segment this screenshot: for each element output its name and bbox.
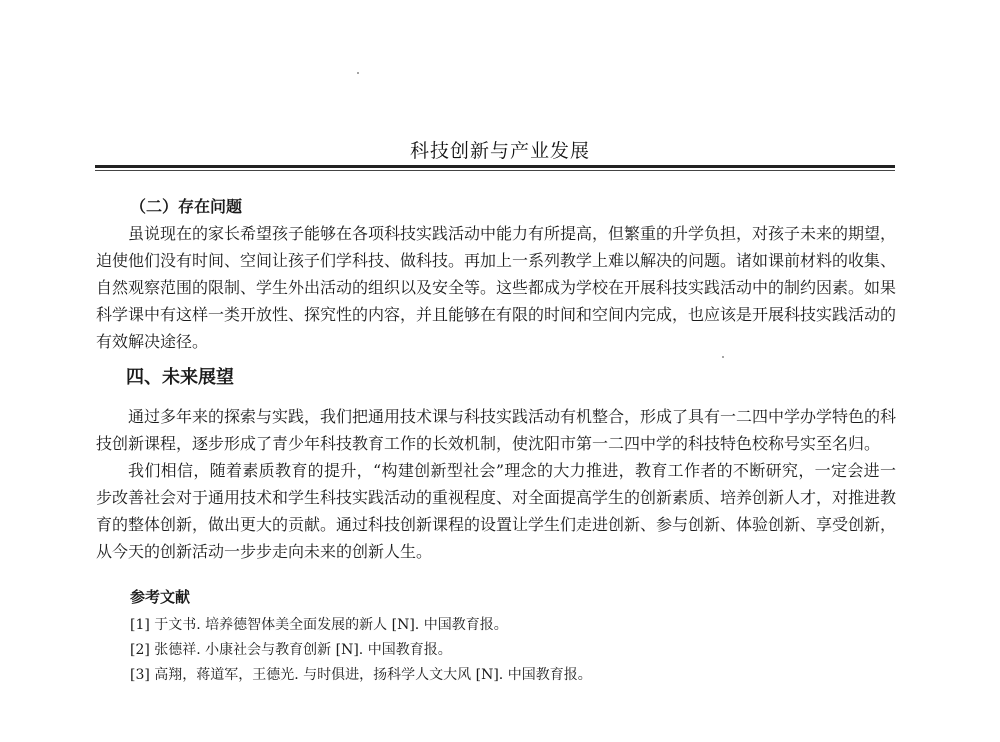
- scan-speck: [357, 72, 359, 74]
- header-rule-thick: [95, 165, 895, 168]
- reference-item: [2] 张德祥. 小康社会与教育创新 [N]. 中国教育报。: [130, 642, 452, 658]
- references-title: 参考文献: [130, 588, 191, 606]
- reference-item: [3] 高翔，蒋道军，王德光. 与时俱进，扬科学人文大风 [N]. 中国教育报。: [130, 667, 592, 683]
- paragraph-outlook-1: 通过多年来的探索与实践，我们把通用技术课与科技实践活动有机整合，形成了具有一二四中学办学特色的科技创新课程，逐步形成了青少年科技教育工作的长效机制，使沈阳市第一二四中学的科技特色校称号实至名归。: [96, 407, 897, 453]
- subsection-heading-problems: （二）存在问题: [130, 197, 243, 216]
- reference-item: [1] 于文书. 培养德智体美全面发展的新人 [N]. 中国教育报。: [130, 617, 508, 633]
- body-content: [96, 194, 896, 688]
- section-heading-outlook: 四、未来展望: [126, 367, 234, 388]
- paragraph-outlook-2: 我们相信，随着素质教育的提升，“构建创新型社会”理念的大力推进，教育工作者的不断研究，一定会进一步改善社会对于通用技术和学生科技实践活动的重视程度、对全面提高学生的创新素质、培养创新人才，对推进教育的整体创新，做出更大的贡献。通过科技创新课程的设置让学生们走进创新、参与创新、体验创新、享受创新，从今天的创新活动一步步走向未来的创新人生。: [96, 461, 897, 561]
- header-rule-thin: [95, 170, 895, 171]
- running-header-title: 科技创新与产业发展: [409, 140, 590, 162]
- paragraph-problems: 虽说现在的家长希望孩子能够在各项科技实践活动中能力有所提高，但繁重的升学负担，对孩子未来的期望，迫使他们没有时间、空间让孩子们学科技、做科技。再加上一系列教学上难以解决的问题。诸如课前材料的收集、自然观察范围的限制、学生外出活动的组织以及安全等。这些都成为学校在开展科技实践活动中的制约因素。如果科学课中有这样一类开放性、探究性的内容，并且能够在有限的时间和空间内完成，也应该是开展科技实践活动的有效解决途径。: [96, 224, 897, 351]
